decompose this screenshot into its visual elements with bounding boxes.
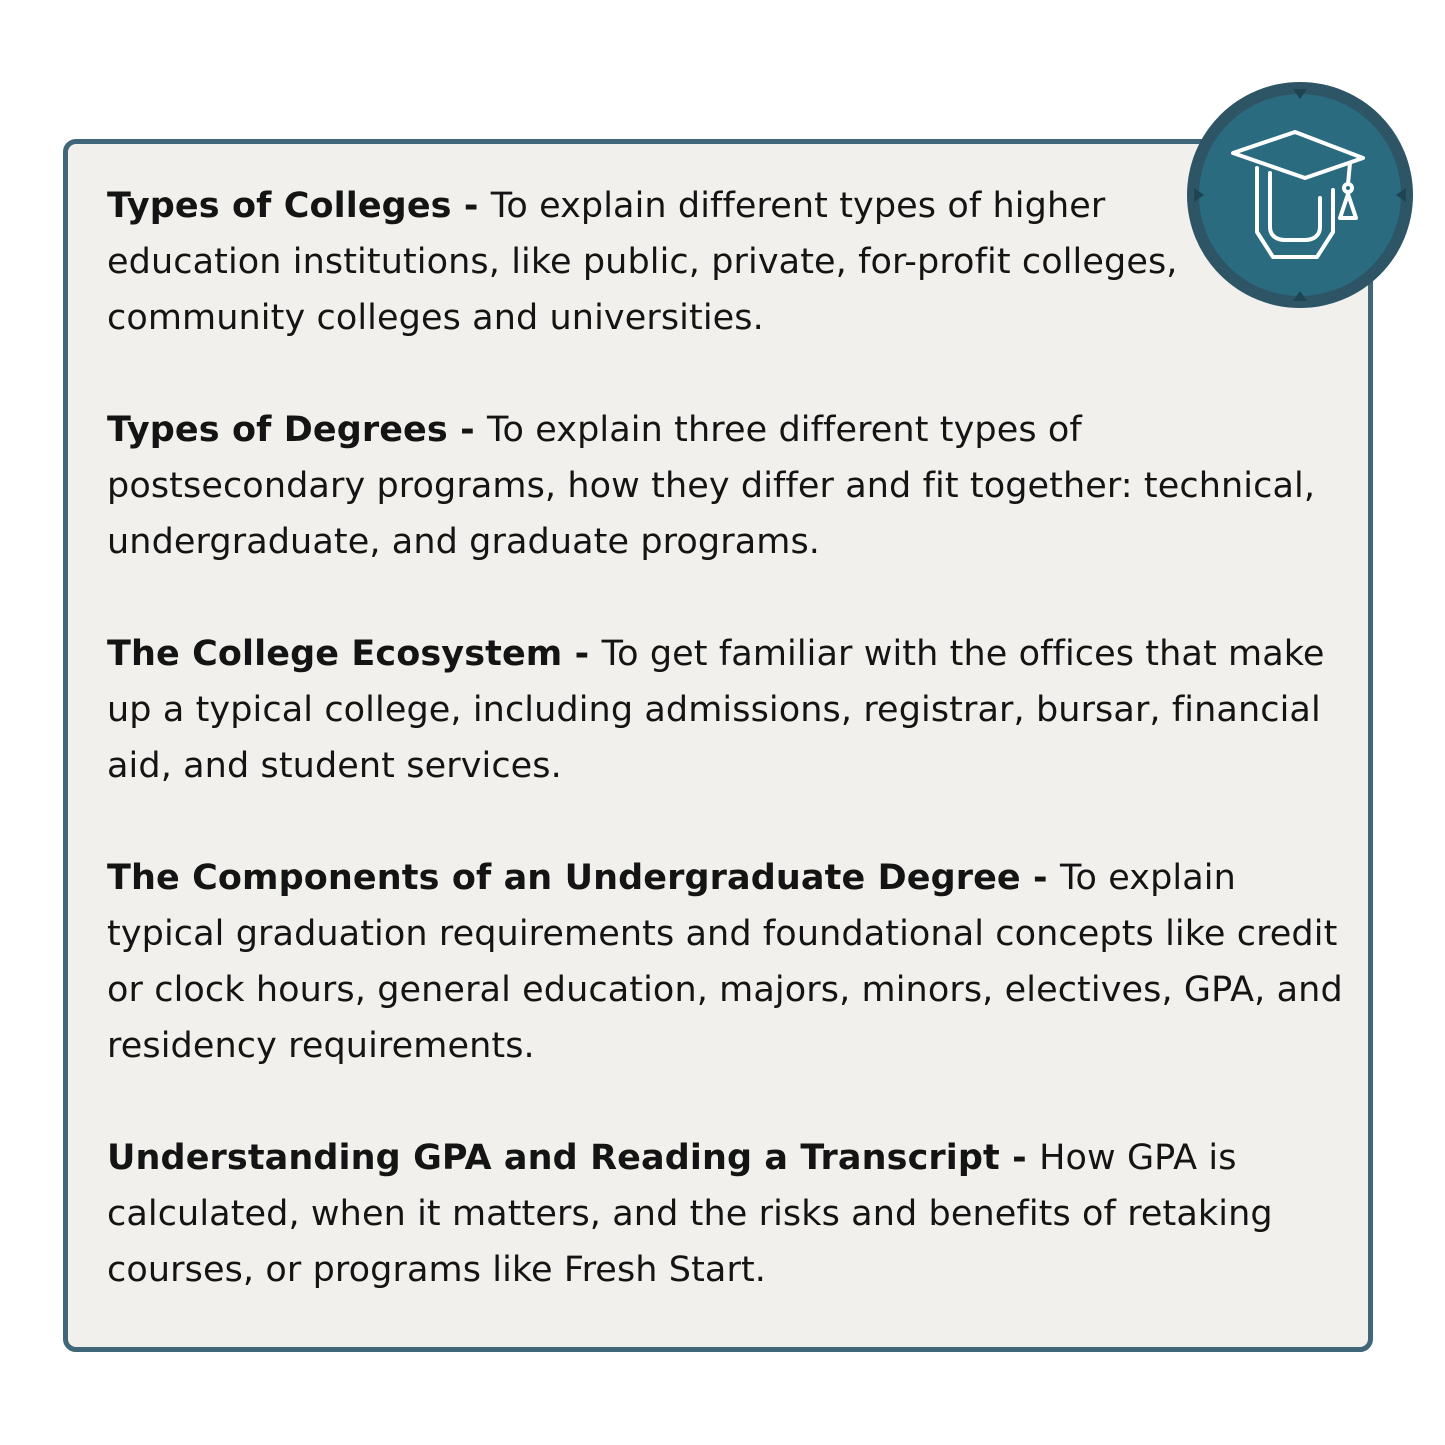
- topic-description: How GPA is calculated, when it matters, and the risks and benefits of retaking courses, or programs like Fresh Start.: [107, 1138, 1273, 1290]
- topic-title: The Components of an Undergraduate Degree -: [107, 858, 1060, 898]
- graduation-cap-badge-icon: [1185, 80, 1415, 310]
- topic-item-types-of-degrees: [107, 402, 1347, 570]
- topic-title: Types of Degrees -: [107, 410, 488, 450]
- topic-title: The College Ecosystem -: [107, 634, 602, 674]
- topic-description: To explain three different types of postsecondary programs, how they differ and fit together: technical, undergraduate, and graduate programs.: [107, 410, 1316, 562]
- topic-description: To explain different types of higher education institutions, like public, private, for-profit colleges, community colleges and universities.: [107, 186, 1178, 338]
- topic-item-college-ecosystem: [107, 626, 1347, 794]
- topic-description: To explain typical graduation requirements and foundational concepts like credit or clock hours, general education, majors, minors, electives, GPA, and residency requirements.: [107, 858, 1343, 1066]
- topic-item-types-of-colleges: [107, 178, 1237, 346]
- topic-title: Types of Colleges -: [107, 186, 491, 226]
- topic-item-undergraduate-degree: [107, 850, 1347, 1074]
- topic-item-gpa-transcript: [107, 1130, 1302, 1298]
- topic-title: Understanding GPA and Reading a Transcript -: [107, 1138, 1040, 1178]
- topic-description: To get familiar with the offices that make up a typical college, including admissions, registrar, bursar, financial aid, and student services.: [107, 634, 1325, 786]
- badge-inner-disc: [1199, 94, 1401, 296]
- topic-list: [107, 178, 1347, 1354]
